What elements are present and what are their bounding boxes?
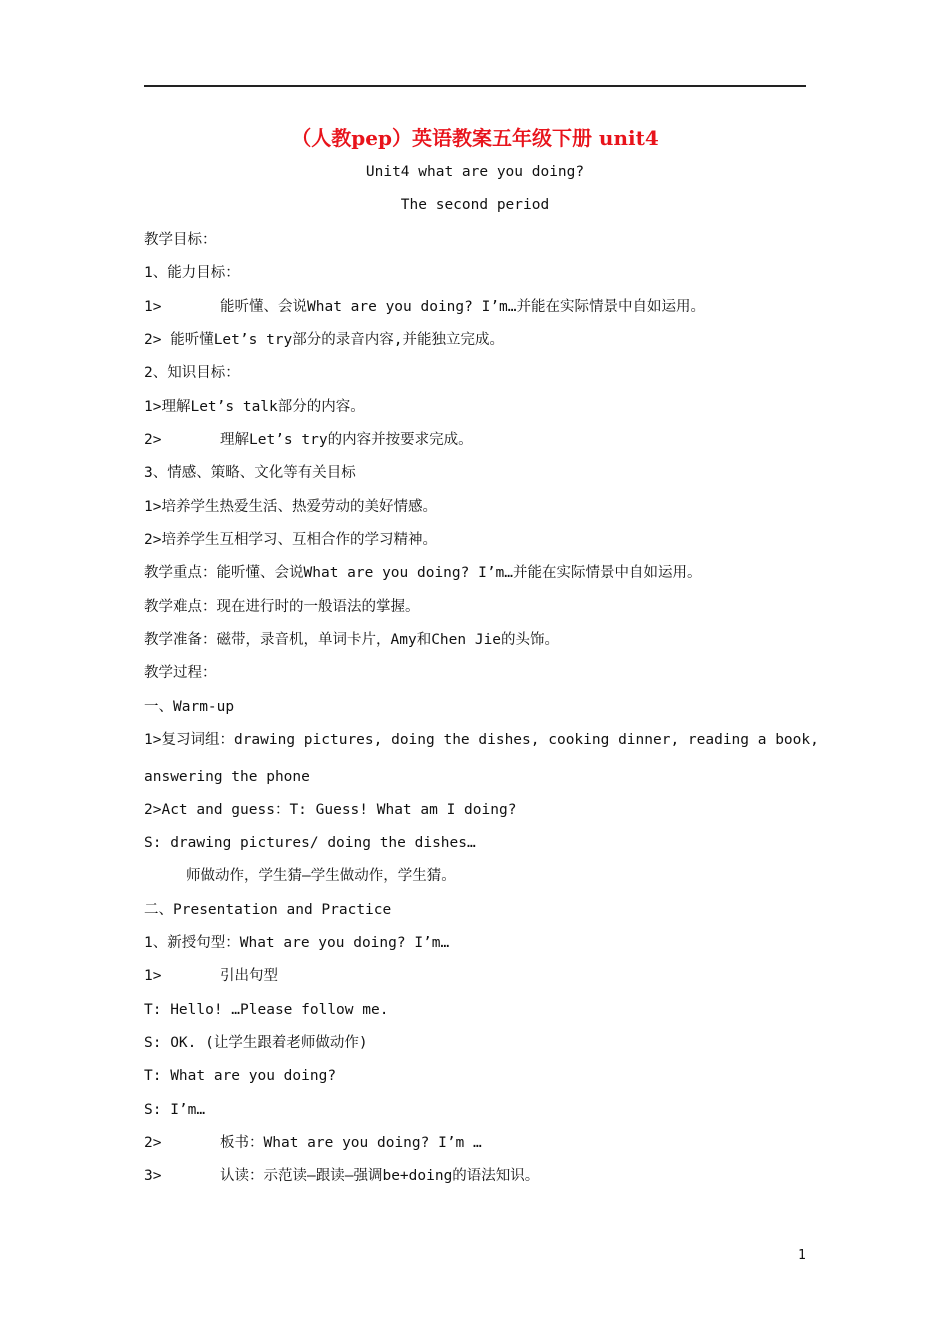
text-line: S: I’m… xyxy=(144,1102,206,1118)
text-line: 教学目标： xyxy=(144,232,217,248)
list-marker: 3> xyxy=(144,1168,162,1184)
text-line: 教学过程： xyxy=(144,665,217,681)
section-heading: 一、Warm-up xyxy=(144,699,235,715)
page-number: 1 xyxy=(798,1248,806,1263)
list-marker: 1> xyxy=(144,299,162,315)
document-title: （人教pep）英语教案五年级下册 unit4 xyxy=(291,126,659,150)
text-line: 2> 能听懂Let’s try部分的录音内容,并能独立完成。 xyxy=(144,332,504,348)
text-line: 教学难点：现在进行时的一般语法的掌握。 xyxy=(144,599,420,615)
section-heading: 二、Presentation and Practice xyxy=(144,902,392,918)
text-line: T: Hello! …Please follow me. xyxy=(144,1002,389,1018)
text-line: 师做动作，学生猜—学生做动作，学生猜。 xyxy=(186,868,456,884)
text-line: 2>Act and guess：T: Guess! What am I doing? xyxy=(144,802,517,818)
text-line: T: What are you doing? xyxy=(144,1068,337,1084)
text-line: 教学准备：磁带，录音机，单词卡片，Amy和Chen Jie的头饰。 xyxy=(144,632,560,648)
list-marker: 1> xyxy=(144,968,162,984)
text-line: 能听懂、会说What are you doing? I’m…并能在实际情景中自如运用。 xyxy=(220,299,706,315)
text-line: 1>复习词组：drawing pictures, doing the dishes, cooking dinner, reading a book, xyxy=(144,732,819,748)
list-marker: 2> xyxy=(144,432,162,448)
list-marker: 2> xyxy=(144,1135,162,1151)
text-line: 3、情感、策略、文化等有关目标 xyxy=(144,465,356,481)
period-subtitle: The second period xyxy=(400,197,550,213)
text-line: 认读：示范读—跟读—强调be+doing的语法知识。 xyxy=(220,1168,540,1184)
header-rule xyxy=(144,85,806,87)
text-line: 2、知识目标： xyxy=(144,365,240,381)
text-line: S: OK. (让学生跟着老师做动作) xyxy=(144,1035,368,1051)
text-line: 2>培养学生互相学习、互相合作的学习精神。 xyxy=(144,532,437,548)
text-line: answering the phone xyxy=(144,769,310,785)
text-line: 引出句型 xyxy=(220,968,278,984)
text-line: 教学重点：能听懂、会说What are you doing? I’m…并能在实际情景中自如运用。 xyxy=(144,565,702,581)
text-line: S: drawing pictures/ doing the dishes… xyxy=(144,835,476,851)
text-line: 1、新授句型：What are you doing? I’m… xyxy=(144,935,450,951)
text-line: 1>理解Let’s talk部分的内容。 xyxy=(144,399,365,415)
unit-subtitle: Unit4 what are you doing? xyxy=(365,164,585,180)
text-line: 1>培养学生热爱生活、热爱劳动的美好情感。 xyxy=(144,499,437,515)
text-line: 板书：What are you doing? I’m … xyxy=(220,1135,482,1151)
text-line: 1、能力目标： xyxy=(144,265,240,281)
text-line: 理解Let’s try的内容并按要求完成。 xyxy=(220,432,473,448)
